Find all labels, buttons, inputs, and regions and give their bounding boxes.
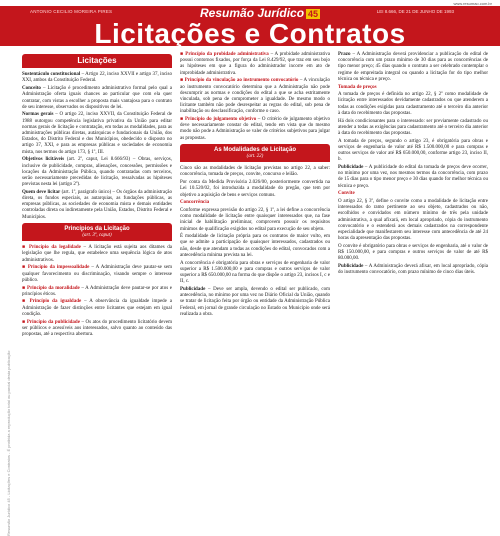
section-title-principios: Princípios da Licitação (22, 223, 172, 233)
paragraph: É modalidade de licitação própria para os contratos de maior vulto, em que se admite a participação de quaisquer interessados, cadastrados ou não, desde que atendam a todas as condições do edital, convocados com a antecedência mínima prevista na lei. (180, 234, 330, 258)
page-header (0, 6, 500, 49)
section-caption: (art. 22) (180, 154, 330, 162)
bullet-label: Princípio do julgamento objetivo (184, 117, 257, 123)
paragraph-label: Sustentáculo constitucional (22, 72, 81, 78)
paragraph-text: – A Administração deverá providenciar a publicação do edital de concorrência com um prazo mínimo de 30 dias para as concorrências de tipo menor preço; 45 dias quando o contrato a ser celebrado contemplar o regime de empreitada integral ou quando a licitação for do tipo melhor técnica ou técnica e preço. (338, 52, 488, 82)
bullet-item (22, 265, 172, 284)
paragraph-text: – Artigo 22, inciso XXVII e artigo 37, inciso XXI, ambos da Constituição Federal. (22, 72, 173, 84)
paragraph (22, 190, 172, 221)
paragraph: Há dois condicionantes para o interessado: ser previamente cadastrado ou atender a todas as exigências para cadastramento até o terceiro dia anterior à data do recebimento das propostas. (338, 118, 488, 136)
paragraph-text: – A publicidade do edital da tomada de preços deve ocorrer, no mínimo por uma vez, nos mesmos termos da concorrência, com prazo de 15 dias para o tipo menor preço e 30 dias quando for melhor técnica ou técnica e preço. (338, 164, 488, 189)
brand-name: Resumão Jurídico (200, 6, 305, 20)
site-url: www.resumao.com.br (453, 1, 492, 6)
paragraph (22, 157, 172, 188)
bullet-item (22, 286, 172, 298)
paragraph (338, 52, 488, 83)
paragraph (180, 287, 330, 318)
bullet-label: Princípio da publicidade (26, 319, 80, 325)
section-title-modalidades: As Modalidades de Licitação (180, 144, 330, 154)
paragraph-label: Publicidade (338, 264, 364, 269)
paragraph (338, 165, 488, 190)
paragraph (22, 86, 172, 111)
bullet-text: – A vinculação ao instrumento convocatório determina que a Administração não pode descumprir as normas e condições do edital a que se acha estritamente vinculada, sob pena de comprometer a igualdade. De mesmo modo o licitante também não pode desrespeitar as regras do edital, sob pena de inabilitação ou desclassificação, conforme o caso. (180, 78, 331, 115)
subheading-concorrencia: Concorrência (180, 200, 210, 206)
bullet-label: Princípio da legalidade (28, 245, 81, 251)
bullet-label: Princípio da moralidade (27, 285, 80, 291)
page-title: Licitações e Contratos (94, 18, 406, 49)
bullet-text: – A probidade administrativa possui contornos fixados, por força da Lei 8.429/92, que traz em seu bojo as hipóteses em que a figura do administrador incorre em ato de improbidade administrativa. (180, 52, 330, 76)
bullet-icon: ■ (22, 299, 30, 305)
bullet-item (180, 52, 330, 77)
paragraph-label: Conceito (22, 86, 41, 92)
bullet-icon: ■ (180, 117, 185, 123)
paragraph: Cinco são as modalidades de licitação previstas no artigo 22, a saber: concorrência, tomada de preços, convite, concurso e leilão. (180, 166, 330, 178)
bullet-item (22, 320, 172, 339)
bullet-label: Princípio da igualdade (29, 299, 82, 305)
paragraph-text: – A Administração deverá afixar, em local apropriado, cópia do instrumento convocatório, com prazo mínimo de cinco dias úteis. (338, 264, 488, 276)
paragraph-label: Publicidade (338, 164, 364, 170)
bullet-item (22, 299, 172, 318)
bullet-label: Princípio da impessoalidade (27, 265, 90, 271)
bullet-icon: ■ (180, 78, 185, 84)
section-title-licitacoes: Licitações (22, 54, 172, 68)
bullet-text: – Os atos do procedimento licitatório devem ser públicos e acessíveis aos interessados, salvo quanto ao conteúdo das propostas, até a respectiva abertura. (22, 319, 172, 337)
bullet-label: Princípio da vinculação ao instrumento convocatório (184, 78, 299, 84)
subheading-tomada-de-precos: Tomada de preços (338, 84, 377, 90)
paragraph: A concorrência é obrigatória para obras e serviços de engenharia de valor superior a R$ 1.500.000,00 e para compras e outros serviços de valor superior a R$ 650.000,00 na forma do que dispõe o artigo 23, incisos I, c e II, c. (180, 260, 330, 285)
paragraph-label: Normas gerais (22, 112, 54, 118)
bullet-icon: ■ (22, 245, 29, 251)
paragraph: A tomada de preços, segundo o artigo 23, é obrigatória para obras e serviços de engenharia de valor até R$ 1.500.000,00 e para compras e outros serviços de valor até R$ 650.000,00, conforme artigo 23, inciso II, b. (338, 138, 488, 163)
bullet-icon: ■ (180, 52, 186, 57)
bullet-label: Princípio da probidade administrativa (185, 52, 269, 57)
paragraph: O artigo 22, § 3º, define o convite como a modalidade de licitação entre interessados do ramo pertinente ao seu objeto, cadastrados ou não, escolhidos e convidados em número mínimo de três pela unidade administrativa, a qual afixará, em local apropriado, cópia do instrumento convocatório e o estenderá aos demais cadastrados na correspondente especialidade que manifestarem seu interesse com antecedência de até 24 horas da apresentação das propostas. (338, 198, 488, 242)
paragraph-text: (art. 2º, caput, Lei 8.666/93) – Obras, serviços, inclusive de publicidade, compras, alienações, concessões, permissões e locações da Administração Pública, quando contratadas com terceiros, serão necessariamente precedidas de licitação, ressalvadas as hipóteses previstas nesta lei (artigo 2º). (22, 157, 172, 188)
paragraph: Conforme expressa previsão do artigo 22, § 1º, a lei define a concorrência como modalidade de licitação entre quaisquer interessados que, na fase inicial de habilitação preliminar, comprovem possuir os requisitos mínimos de qualificação exigidos no edital para execução de seu objeto. (180, 207, 330, 232)
bullet-item (180, 117, 330, 142)
paragraph: O convite é obrigatório para obras e serviços de engenharia, até o valor de R$ 150.000,00, e para compras e outros serviços de valor de até R$ 80.000,00. (338, 243, 488, 262)
bullet-item (180, 78, 330, 115)
column-3 (338, 52, 488, 278)
paragraph-text: (art. 1º, parágrafo único) – Os órgãos da administração direta, os fundos especiais, as autarquias, as fundações públicas, as empresas públicas, as sociedades de economia mista e demais entidades controladas direta ou indiretamente pela União, Estados, Distrito Federal e Municípios. (22, 189, 173, 220)
paragraph-label: Prazo (338, 52, 351, 57)
bullet-item (22, 245, 172, 264)
paragraph (22, 112, 172, 155)
paragraph (338, 264, 488, 276)
paragraph: Por conta da Medida Provisória 2.026/00, posteriormente convertida na Lei 10.520/02, foi introduzida a modalidade do pregão, que tem por objetivo a aquisição de bens e serviços comuns. (180, 180, 330, 198)
bullet-text: – A Administração deve pautar-se por atos e princípios éticos. (22, 285, 172, 297)
bullet-icon: ■ (22, 265, 28, 271)
paragraph-text: – Deve ser ampla, devendo o edital ser publicado, com antecedência, no mínimo por uma vez no Diário Oficial da União, quando se tratar de licitação feita por órgão ou entidade da Administração Pública Federal, em jornal de grande circulação no Estado ou Município onde será realizada a obra. (180, 286, 330, 317)
bullet-icon: ■ (22, 319, 27, 325)
paragraph-text: – Licitação é procedimento administrativo formal pelo qual a Administração oferta iguais chances ao particular que com ela quer contratar, com vistas a escolher a proposta mais vantajosa para o contrato de seu interesse, observados os dispositivos de lei. (22, 86, 172, 110)
author-name: ANTONIO CECILIO MOREIRA PIRES (30, 9, 113, 14)
paragraph-label: Objetivos licitáveis (22, 157, 65, 163)
bullet-text: – A observância da igualdade impede a Administração de fazer distinções entre licitantes que estejam em igual condição. (22, 299, 172, 317)
side-strip (0, 46, 22, 536)
column-1 (22, 52, 172, 340)
column-2 (180, 52, 330, 319)
paragraph-text: – O artigo 22, inciso XXVII, da Constituição Federal de 1988 outorgou competência legislativa privativa da União para editar normas gerais de licitação e contratação, em todas as modalidades, para as administrações públicas diretas, autárquicas e fundacionais da União, dos Estados, do Distrito Federal e dos Municípios, obedecido o disposto no artigo 37, XXI, e para as empresas públicas e sociedades de economia mista, nos termos do artigo 173, § 1º, III. (22, 112, 172, 155)
side-vertical-text: Resumão Jurídico 45 - Licitações e Contratos - É proibida a reprodução total ou parcial desta publicação (6, 350, 11, 536)
paragraph-label: Quem deve licitar (22, 189, 61, 195)
law-reference: LEI 8.666, DE 21 DE JUNHO DE 1993 (376, 9, 454, 14)
paragraph (22, 72, 172, 84)
subheading-convite: Convite (338, 191, 355, 197)
paragraph: A tomada de preços é definida no artigo 22, § 2º como modalidade de licitação entre interessados devidamente cadastrados ou que atenderem a todas as condições exigidas para cadastramento até o terceiro dia anterior à data do recebimento das propostas. (338, 92, 488, 116)
paragraph-label: Publicidade (180, 286, 206, 292)
bullet-text: – A Administração deve pautar-se sem qualquer favorecimento ou discriminação, visando sempre o interesse público. (22, 265, 172, 283)
section-caption: (art. 3º, caput) (22, 233, 172, 241)
bullet-icon: ■ (22, 285, 28, 291)
brand-number: 45 (308, 8, 319, 19)
bullet-text: – A licitação está sujeita aos ditames da legislação que lhe regula, que estabelece uma sequência lógica de atos administrativos. (22, 245, 172, 263)
bullet-text: – O critério de julgamento objetivo deve necessariamente constar do edital, tendo em vista que do mesmo modo não pode a Administração se valer de critérios subjetivos para julgar as propostas. (180, 117, 330, 141)
